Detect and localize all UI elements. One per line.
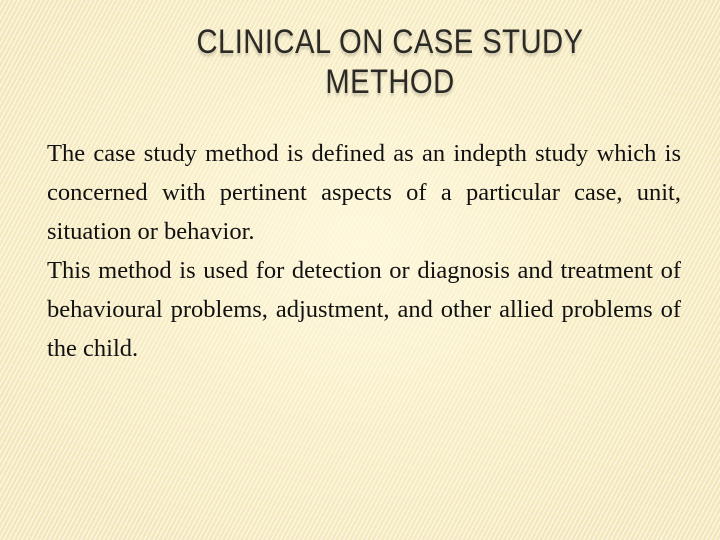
slide-title	[149, 22, 631, 102]
body-paragraph-2: This method is used for detection or diagnosis and treatment of behavioural problems, adjustment, and other allied problems of the child.	[47, 257, 681, 362]
slide-title-line-2: METHOD	[325, 63, 455, 101]
slide-body	[47, 134, 681, 368]
body-paragraph-1: The case study method is defined as an indepth study which is concerned with pertinent aspects of a particular case, unit, situation or behavior.	[47, 140, 681, 245]
slide-title-line-1: CLINICAL ON CASE STUDY	[196, 23, 584, 61]
